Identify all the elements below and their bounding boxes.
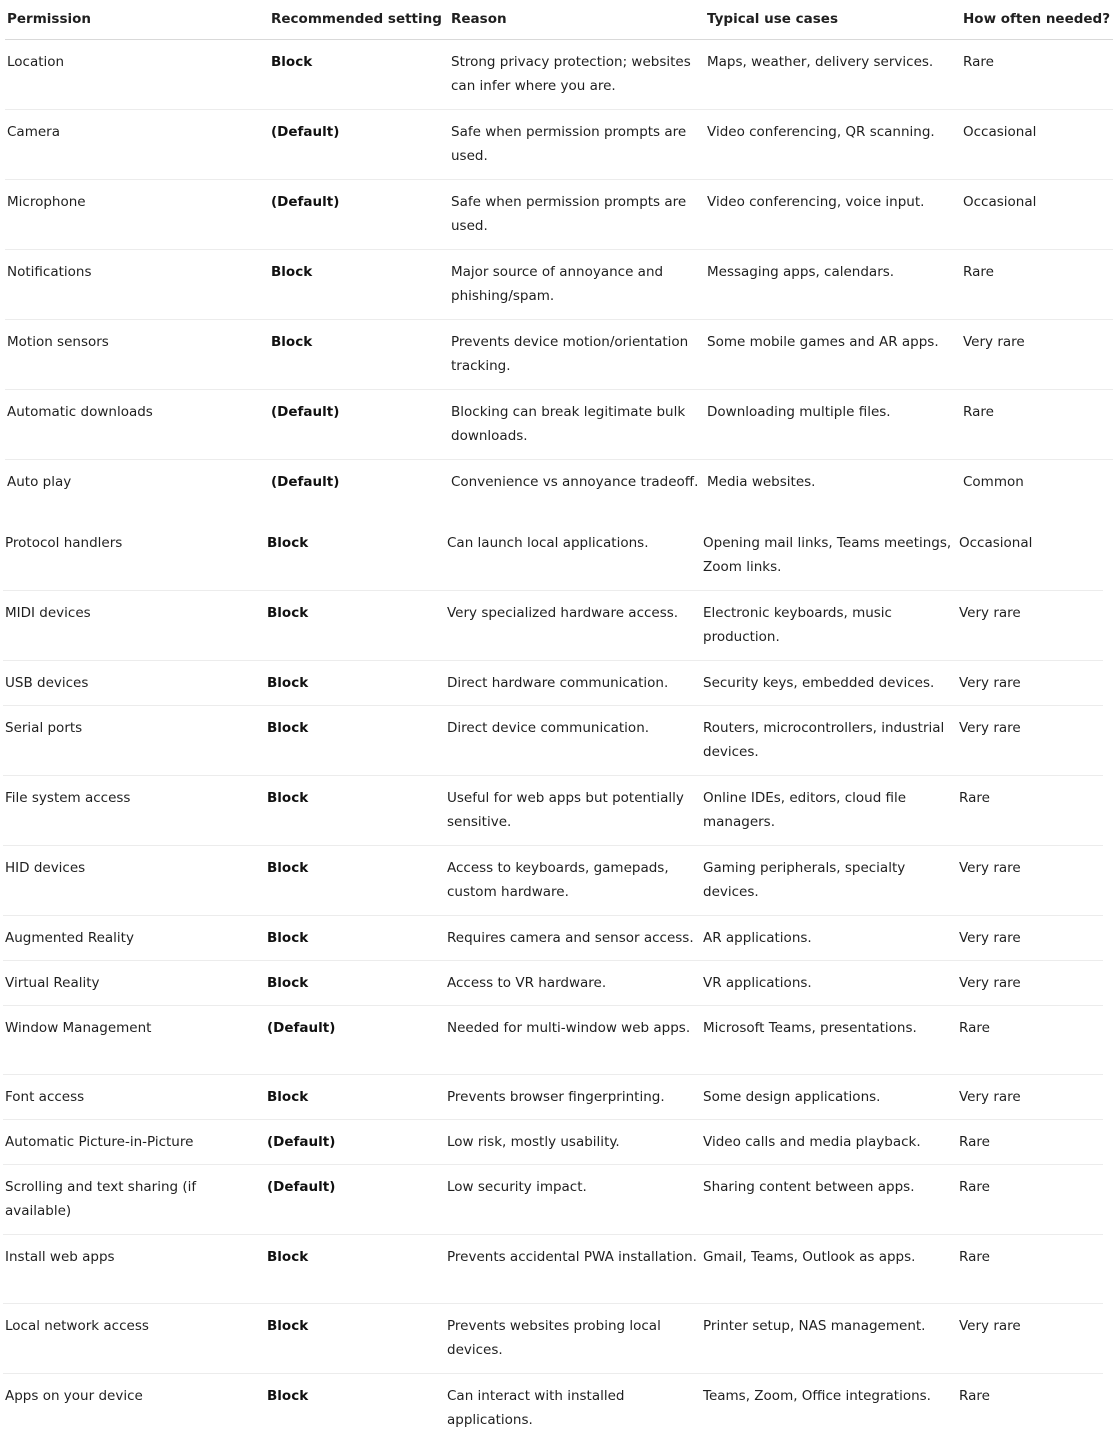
frequency: Common [963, 474, 1024, 490]
permission-name: Font access [3, 1075, 265, 1120]
use-cases: Microsoft Teams, presentations. [701, 1006, 957, 1075]
reason: Blocking can break legitimate bulk downloads. [449, 390, 705, 460]
reason: Prevents websites probing local devices. [445, 1304, 701, 1374]
recommended-setting: (Default) [269, 110, 449, 180]
frequency: Rare [957, 1165, 1103, 1235]
reason: Access to VR hardware. [445, 961, 701, 1006]
frequency: Very rare [957, 591, 1103, 661]
recommended-setting: Block [269, 40, 449, 110]
recommended-setting: Block [265, 1235, 445, 1304]
table-row [3, 706, 1103, 776]
reason: Direct hardware communication. [445, 661, 701, 706]
permissions-table-bottom [3, 521, 1103, 1443]
use-cases: Video calls and media playback. [701, 1120, 957, 1165]
recommended-setting: (Default) [265, 1120, 445, 1165]
table-row [3, 591, 1103, 661]
table-row [3, 961, 1103, 1006]
reason: Can launch local applications. [445, 521, 701, 591]
permission-name: Serial ports [3, 706, 265, 776]
recommended-setting: Block [265, 776, 445, 846]
frequency: Rare [957, 776, 1103, 846]
reason: Requires camera and sensor access. [445, 916, 701, 961]
permission-name: Virtual Reality [3, 961, 265, 1006]
reason: Direct device communication. [445, 706, 701, 776]
reason: Low security impact. [445, 1165, 701, 1235]
use-cases: Printer setup, NAS management. [701, 1304, 957, 1374]
table-row [3, 916, 1103, 961]
table-row [3, 661, 1103, 706]
table-row [3, 1165, 1103, 1235]
table-row [3, 1235, 1103, 1304]
permission-name: Scrolling and text sharing (if available) [3, 1165, 265, 1235]
permission-name: Camera [5, 110, 269, 180]
table-row [3, 846, 1103, 916]
frequency: Very rare [957, 916, 1103, 961]
permission-name: Apps on your device [5, 1388, 143, 1404]
table-row [3, 1304, 1103, 1374]
frequency: Occasional [961, 110, 1113, 180]
reason: Can interact with installed applications. [447, 1388, 625, 1428]
frequency: Very rare [957, 1304, 1103, 1374]
use-cases: Messaging apps, calendars. [705, 250, 961, 320]
recommended-setting: (Default) [265, 1006, 445, 1075]
reason: Access to keyboards, gamepads, custom hardware. [445, 846, 701, 916]
use-cases: Downloading multiple files. [705, 390, 961, 460]
reason: Prevents browser fingerprinting. [445, 1075, 701, 1120]
use-cases: Opening mail links, Teams meetings, Zoom links. [701, 521, 957, 591]
recommended-setting: Block [265, 846, 445, 916]
table-row [5, 110, 1113, 180]
recommended-setting: Block [267, 1388, 309, 1404]
use-cases: Media websites. [707, 474, 816, 490]
use-cases: Gaming peripherals, specialty devices. [701, 846, 957, 916]
recommended-setting: Block [265, 706, 445, 776]
permission-name: Augmented Reality [3, 916, 265, 961]
permission-name: Microphone [5, 180, 269, 250]
reason: Low risk, mostly usability. [445, 1120, 701, 1165]
frequency: Rare [957, 1006, 1103, 1075]
recommended-setting: (Default) [271, 474, 340, 490]
frequency: Rare [961, 40, 1113, 110]
frequency: Rare [957, 1120, 1103, 1165]
header-reason: Reason [449, 0, 705, 40]
table-row [3, 776, 1103, 846]
permission-name: File system access [3, 776, 265, 846]
frequency: Very rare [957, 706, 1103, 776]
use-cases: VR applications. [701, 961, 957, 1006]
reason: Useful for web apps but potentially sensitive. [445, 776, 701, 846]
table-row [5, 390, 1113, 460]
reason: Needed for multi-window web apps. [445, 1006, 701, 1075]
frequency: Occasional [961, 180, 1113, 250]
recommended-setting: (Default) [269, 390, 449, 460]
use-cases: Video conferencing, QR scanning. [705, 110, 961, 180]
table-row [5, 180, 1113, 250]
use-cases: Some mobile games and AR apps. [705, 320, 961, 390]
reason: Convenience vs annoyance tradeoff. [451, 474, 699, 490]
reason: Strong privacy protection; websites can infer where you are. [449, 40, 705, 110]
reason: Safe when permission prompts are used. [449, 110, 705, 180]
table-header-row [5, 0, 1113, 40]
frequency: Rare [957, 1235, 1103, 1304]
recommended-setting: Block [265, 591, 445, 661]
header-typical-use-cases: Typical use cases [705, 0, 961, 40]
header-recommended-setting: Recommended setting [269, 0, 449, 40]
use-cases: Online IDEs, editors, cloud file managers. [701, 776, 957, 846]
table-row [3, 1374, 1103, 1444]
permission-name: HID devices [3, 846, 265, 916]
frequency: Very rare [961, 320, 1113, 390]
reason: Major source of annoyance and phishing/spam. [449, 250, 705, 320]
reason: Safe when permission prompts are used. [449, 180, 705, 250]
table-row [5, 250, 1113, 320]
permission-name: Protocol handlers [3, 521, 265, 591]
frequency: Very rare [957, 661, 1103, 706]
use-cases: Security keys, embedded devices. [701, 661, 957, 706]
recommended-setting: Block [265, 1075, 445, 1120]
frequency: Very rare [957, 846, 1103, 916]
frequency: Occasional [957, 521, 1103, 591]
frequency: Rare [959, 1388, 990, 1404]
permission-name: MIDI devices [3, 591, 265, 661]
use-cases: Some design applications. [701, 1075, 957, 1120]
table-row [3, 1006, 1103, 1075]
frequency: Very rare [957, 1075, 1103, 1120]
reason: Prevents accidental PWA installation. [445, 1235, 701, 1304]
frequency: Rare [961, 250, 1113, 320]
permission-name: Window Management [3, 1006, 265, 1075]
permission-name: Automatic downloads [5, 390, 269, 460]
table-row [5, 40, 1113, 110]
use-cases: Maps, weather, delivery services. [705, 40, 961, 110]
permission-name: Auto play [7, 474, 72, 490]
reason: Very specialized hardware access. [445, 591, 701, 661]
permission-name: Notifications [5, 250, 269, 320]
permission-name: Local network access [3, 1304, 265, 1374]
permission-name: Motion sensors [5, 320, 269, 390]
recommended-setting: Block [265, 1304, 445, 1374]
frequency: Rare [961, 390, 1113, 460]
recommended-setting: Block [265, 961, 445, 1006]
use-cases: AR applications. [701, 916, 957, 961]
use-cases: Teams, Zoom, Office integrations. [703, 1388, 931, 1404]
use-cases: Electronic keyboards, music production. [701, 591, 957, 661]
permission-name: Install web apps [3, 1235, 265, 1304]
use-cases: Routers, microcontrollers, industrial devices. [701, 706, 957, 776]
header-permission: Permission [5, 0, 269, 40]
recommended-setting: (Default) [269, 180, 449, 250]
table-row [5, 320, 1113, 390]
table-row [3, 1120, 1103, 1165]
permission-name: Automatic Picture-in-Picture [3, 1120, 265, 1165]
use-cases: Video conferencing, voice input. [705, 180, 961, 250]
recommended-setting: Block [265, 916, 445, 961]
permissions-table-top [5, 0, 1113, 529]
recommended-setting: Block [265, 521, 445, 591]
use-cases: Gmail, Teams, Outlook as apps. [701, 1235, 957, 1304]
permission-name: Location [5, 40, 269, 110]
table-row [3, 521, 1103, 591]
use-cases: Sharing content between apps. [701, 1165, 957, 1235]
permission-name: USB devices [3, 661, 265, 706]
table-row [5, 460, 1113, 529]
header-how-often-needed: How often needed? [961, 0, 1113, 40]
recommended-setting: Block [265, 661, 445, 706]
recommended-setting: Block [269, 320, 449, 390]
frequency: Very rare [957, 961, 1103, 1006]
recommended-setting: (Default) [265, 1165, 445, 1235]
recommended-setting: Block [269, 250, 449, 320]
table-row [3, 1075, 1103, 1120]
reason: Prevents device motion/orientation tracking. [449, 320, 705, 390]
